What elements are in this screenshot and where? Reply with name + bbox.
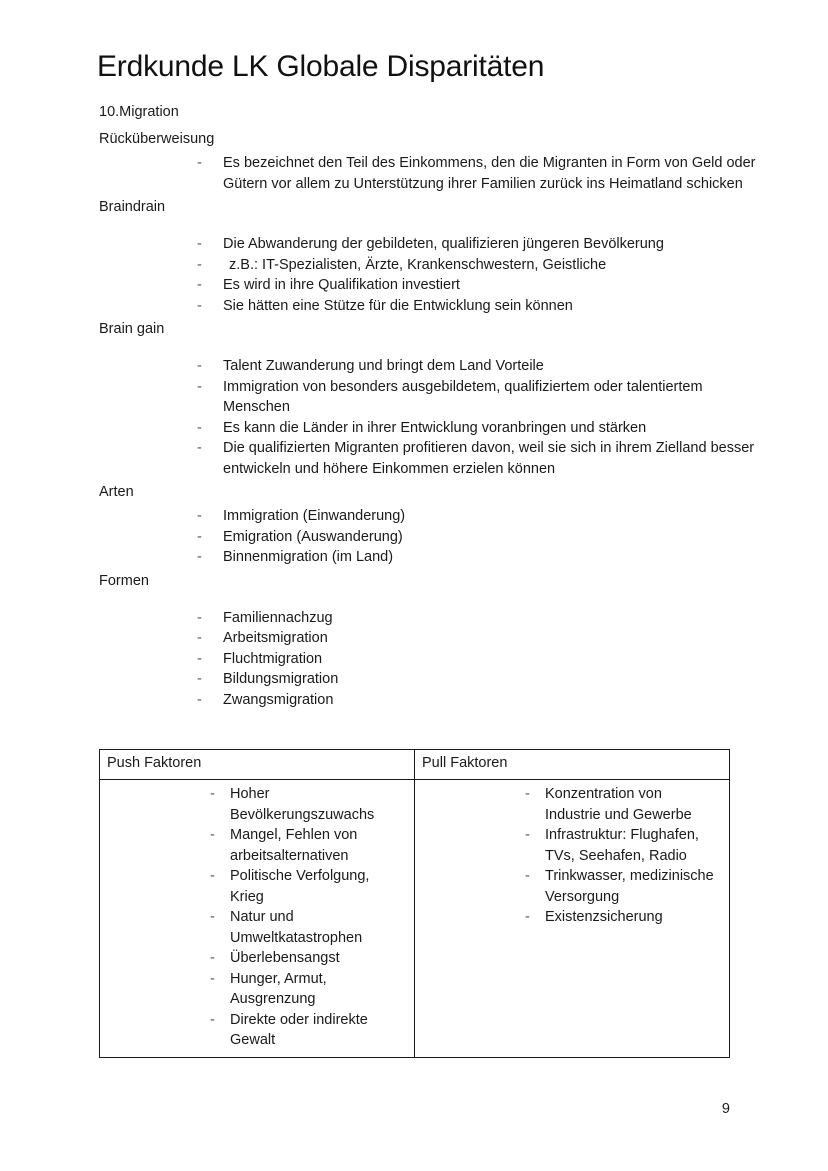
page-number: 9 (721, 1101, 730, 1117)
list-item-text: Trinkwasser, medizinische Versorgung (545, 868, 714, 905)
table-header-push: Push Faktoren (100, 750, 415, 780)
bullet-dash-icon: - (197, 508, 202, 524)
bullet-dash-icon: - (197, 691, 202, 708)
chapter-heading: 10.Migration (99, 104, 179, 120)
list-item-text: Natur und Umweltkatastrophen (230, 909, 363, 946)
bullet-dash-icon: - (210, 970, 215, 987)
bullet-item (99, 628, 759, 649)
list-item (100, 1010, 414, 1051)
bullet-dash-icon: - (210, 868, 215, 884)
list-item-text: Hunger, Armut, Ausgrenzung (230, 970, 327, 1007)
bullet-item (99, 669, 759, 690)
list-item (100, 866, 414, 907)
bullet-item (99, 275, 759, 296)
bullet-dash-icon: - (197, 609, 202, 626)
list-item (415, 866, 729, 907)
bullet-item (99, 418, 759, 439)
bullet-text: Es kann die Länder in ihrer Entwicklung voranbringen und stärken (223, 419, 647, 436)
bullet-list (99, 608, 759, 711)
bullet-list (99, 234, 759, 316)
table-body (100, 780, 730, 1058)
bullet-item (99, 649, 759, 670)
bullet-text: Die qualifizierten Migranten profitieren davon, weil sie sich in ihrem Zielland besser entwickeln und höhere Einkommen erzielen können (223, 440, 755, 477)
bullet-dash-icon: - (525, 827, 530, 843)
section-label: Braindrain (99, 199, 166, 215)
bullet-dash-icon: - (210, 786, 215, 802)
list-item (100, 948, 414, 969)
bullet-dash-icon: - (197, 256, 202, 273)
list-item (415, 784, 729, 825)
table-cell-push-factors (100, 780, 415, 1058)
bullet-list (99, 506, 759, 568)
list-item (100, 907, 414, 948)
list-item-text: Hoher Bevölkerungszuwachs (230, 786, 375, 823)
bullet-text: Emigration (Auswanderung) (223, 528, 403, 545)
bullet-text: Es bezeichnet den Teil des Einkommens, den die Migranten in Form von Geld oder Gütern vor allem zu Unterstützung ihrer Familien zurück ins Heimatland schicken (223, 155, 756, 192)
bullet-text: Familiennachzug (223, 609, 333, 626)
section-label: Brain gain (99, 321, 165, 337)
push-pull-factors-table (99, 749, 730, 1058)
bullet-dash-icon: - (197, 419, 202, 436)
list-item-text: Infrastruktur: Flughafen, TVs, Seehafen, Radio (545, 827, 699, 864)
bullet-item (99, 690, 759, 711)
list-item (415, 825, 729, 866)
bullet-dash-icon: - (197, 440, 202, 456)
section-label: Arten (99, 484, 134, 500)
bullet-item (99, 153, 759, 194)
bullet-dash-icon: - (210, 909, 215, 925)
bullet-item (99, 356, 759, 377)
bullet-dash-icon: - (210, 827, 215, 843)
pull-factors-list (415, 784, 729, 928)
bullet-item (99, 377, 759, 418)
bullet-dash-icon: - (525, 909, 530, 925)
bullet-text: Immigration (Einwanderung) (223, 508, 406, 524)
bullet-dash-icon: - (197, 671, 202, 687)
bullet-dash-icon: - (210, 950, 215, 966)
bullet-list (99, 356, 759, 479)
bullet-item (99, 255, 759, 276)
bullet-dash-icon: - (197, 630, 202, 646)
list-item-text: Konzentration von Industrie und Gewerbe (545, 786, 692, 823)
page-title: Erdkunde LK Globale Disparitäten (97, 50, 545, 83)
bullet-text: Fluchtmigration (223, 650, 323, 667)
bullet-dash-icon: - (197, 155, 202, 171)
section-label: Rücküberweisung (99, 131, 215, 147)
list-item (100, 825, 414, 866)
bullet-dash-icon: - (525, 786, 530, 802)
list-item-text: Existenzsicherung (545, 909, 663, 925)
table-cell-pull-factors (415, 780, 730, 1058)
bullet-dash-icon: - (197, 378, 202, 395)
bullet-text: Die Abwanderung der gebildeten, qualifizieren jüngeren Bevölkerung (223, 236, 664, 252)
bullet-item (99, 608, 759, 629)
list-item (100, 784, 414, 825)
table-header-row (100, 750, 730, 780)
bullet-item (99, 527, 759, 548)
bullet-item (99, 438, 759, 479)
bullet-list (99, 153, 759, 194)
list-item-text: Überlebensangst (230, 950, 340, 966)
bullet-dash-icon: - (210, 1011, 215, 1028)
table-header-pull: Pull Faktoren (415, 750, 730, 780)
bullet-dash-icon: - (197, 650, 202, 667)
bullet-dash-icon: - (197, 297, 202, 314)
bullet-item (99, 506, 759, 527)
bullet-text: Immigration von besonders ausgebildetem, qualifiziertem oder talentiertem Menschen (223, 378, 703, 415)
list-item-text: Mangel, Fehlen von arbeitsalternativen (230, 827, 358, 864)
bullet-dash-icon: - (197, 528, 202, 545)
bullet-text: Es wird in ihre Qualifikation investiert (223, 277, 460, 293)
list-item-text: Politische Verfolgung, Krieg (230, 868, 370, 905)
section-label: Formen (99, 572, 149, 589)
list-item (415, 907, 729, 928)
document-body (99, 99, 759, 710)
list-item-text: Direkte oder indirekte Gewalt (230, 1011, 368, 1048)
table-header-row-group (100, 750, 730, 780)
bullet-item (99, 547, 759, 568)
push-factors-list (100, 784, 414, 1051)
sections-container (99, 126, 759, 710)
list-item (100, 969, 414, 1010)
bullet-text: Arbeitsmigration (223, 630, 328, 646)
bullet-dash-icon: - (197, 277, 202, 293)
bullet-item (99, 296, 759, 317)
bullet-text: z.B.: IT-Spezialisten, Ärzte, Krankenschwestern, Geistliche (229, 256, 607, 273)
bullet-dash-icon: - (197, 549, 202, 565)
bullet-text: Binnenmigration (im Land) (223, 549, 394, 565)
bullet-text: Bildungsmigration (223, 671, 339, 687)
bullet-dash-icon: - (197, 236, 202, 252)
bullet-dash-icon: - (525, 868, 530, 884)
bullet-dash-icon: - (197, 358, 202, 374)
bullet-text: Sie hätten eine Stütze für die Entwicklung sein können (223, 297, 573, 314)
bullet-text: Zwangsmigration (223, 691, 334, 708)
bullet-item (99, 234, 759, 255)
table-row (100, 780, 730, 1058)
bullet-text: Talent Zuwanderung und bringt dem Land Vorteile (223, 358, 544, 374)
